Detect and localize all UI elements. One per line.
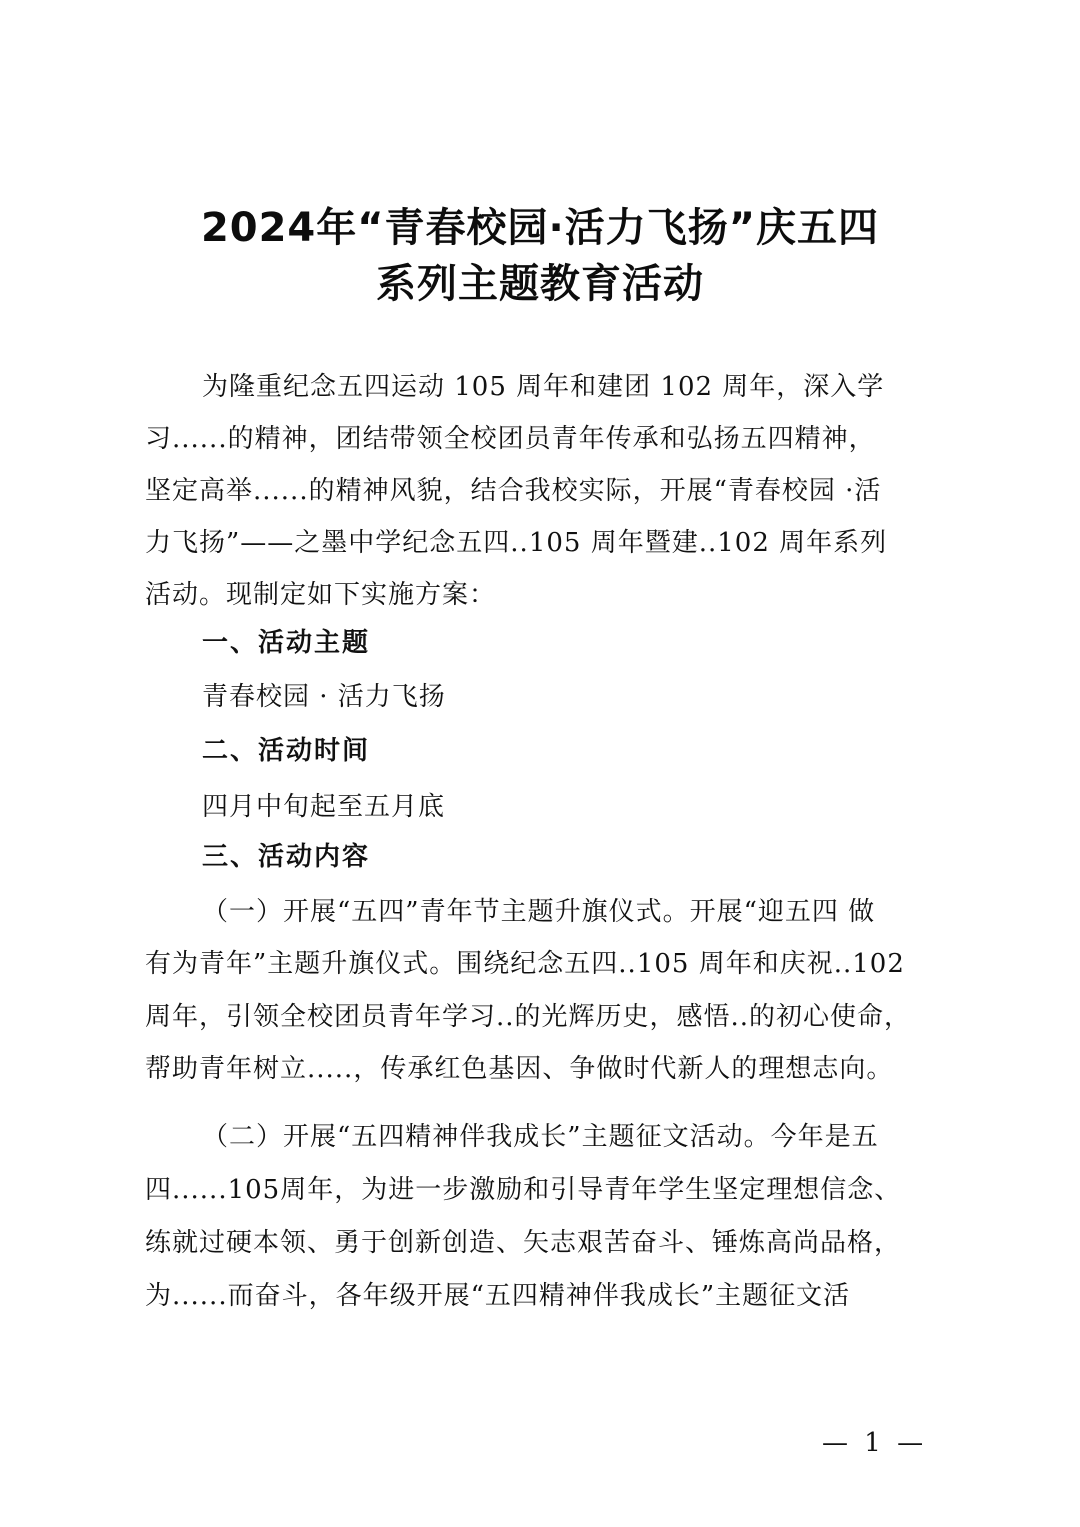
document-title-line-2: 系列主题教育活动 bbox=[376, 261, 704, 307]
content-item-2-line-1: （二）开展“五四精神伴我成长”主题征文活动。今年是五 bbox=[202, 1122, 879, 1152]
intro-line-2: 习......的精神，团结带领全校团员青年传承和弘扬五四精神， bbox=[145, 424, 876, 454]
content-item-2-line-3: 练就过硬本领、勇于创新创造、矢志艰苦奋斗、锤炼高尚品格， bbox=[145, 1228, 902, 1258]
intro-line-3: 坚定高举......的精神风貌，结合我校实际，开展“青春校园 ·活 bbox=[145, 476, 882, 506]
intro-line-1: 为隆重纪念五四运动 105 周年和建团 102 周年，深入学 bbox=[202, 372, 885, 402]
page-number: — 1 — bbox=[822, 1428, 928, 1458]
section-text-theme: 青春校园 · 活力飞扬 bbox=[202, 682, 446, 712]
section-text-time: 四月中旬起至五月底 bbox=[202, 792, 446, 822]
content-item-1-line-3: 周年，引领全校团员青年学习..的光辉历史，感悟..的初心使命， bbox=[145, 1002, 912, 1032]
content-item-1-line-2: 有为青年”主题升旗仪式。围绕纪念五四..105 周年和庆祝..102 bbox=[145, 949, 905, 979]
section-heading-time: 二、活动时间 bbox=[202, 736, 371, 766]
content-item-1-line-1: （一）开展“五四”青年节主题升旗仪式。开展“迎五四 做 bbox=[202, 897, 876, 927]
content-item-2-line-2: 四......105周年，为进一步激励和引导青年学生坚定理想信念、 bbox=[145, 1175, 902, 1205]
intro-line-5: 活动。现制定如下实施方案： bbox=[145, 580, 497, 610]
section-heading-theme: 一、活动主题 bbox=[202, 628, 371, 658]
section-heading-content: 三、活动内容 bbox=[202, 842, 371, 872]
document-title-line-1: 2024年“青春校园·活力飞扬”庆五四 bbox=[200, 205, 880, 251]
content-item-1-line-4: 帮助青年树立.....，传承红色基因、争做时代新人的理想志向。 bbox=[145, 1054, 894, 1084]
intro-line-4: 力飞扬”——之墨中学纪念五四..105 周年暨建..102 周年系列 bbox=[145, 528, 888, 558]
content-item-2-line-4: 为......而奋斗，各年级开展“五四精神伴我成长”主题征文活 bbox=[145, 1281, 851, 1311]
